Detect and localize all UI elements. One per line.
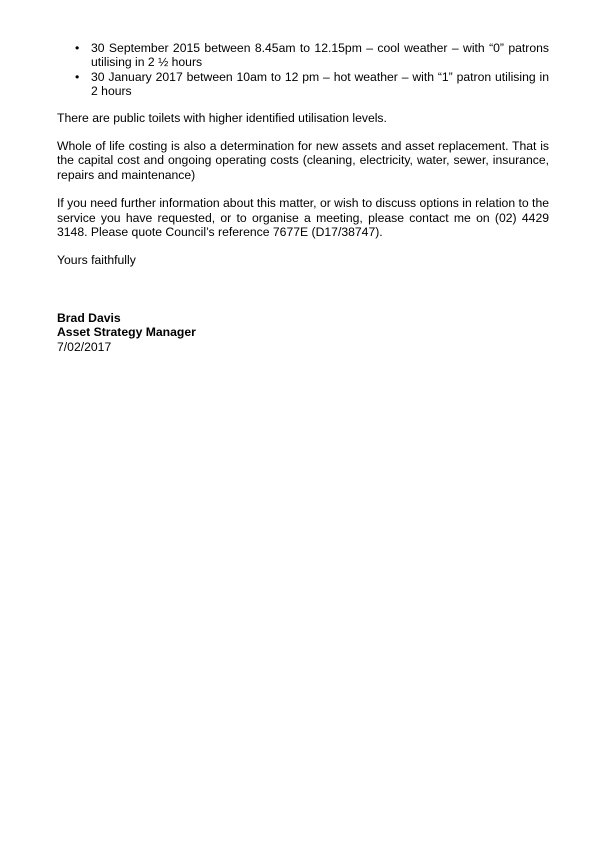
paragraph-public-toilets: There are public toilets with higher identified utilisation levels. <box>57 110 387 125</box>
letter-date: 7/02/2017 <box>57 339 112 354</box>
signature-block <box>57 311 549 354</box>
signatory-name: Brad Davis <box>57 310 121 325</box>
bullet-text-1: 30 September 2015 between 8.45am to 12.15pm – cool weather – with “0” patrons utilising in 2 ½ hours <box>91 41 549 70</box>
bullet-icon: • <box>75 69 80 84</box>
bullet-item-2 <box>75 70 549 99</box>
letter-page <box>57 41 549 354</box>
bullet-item-1 <box>75 41 549 70</box>
bullet-icon: • <box>75 41 80 55</box>
utilisation-bullet-list <box>75 41 549 99</box>
bullet-text-2: 30 January 2017 between 10am to 12 pm – hot weather – with “1” patron utilising in 2 hours <box>91 69 549 99</box>
closing-salutation: Yours faithfully <box>57 253 136 268</box>
paragraph-whole-of-life-costing: Whole of life costing is also a determination for new assets and asset replacement. That is the capital cost and ongoing operating costs (cleaning, electricity, water, sewer, insurance, repairs and maintenance) <box>57 139 549 182</box>
paragraph-contact-info: If you need further information about this matter, or wish to discuss options in relation to the service you have requested, or to organise a meeting, please contact me on (02) 4429 3148. Please quote Council’s reference 7677E (D17/38747). <box>57 196 549 240</box>
signatory-title: Asset Strategy Manager <box>57 325 196 340</box>
